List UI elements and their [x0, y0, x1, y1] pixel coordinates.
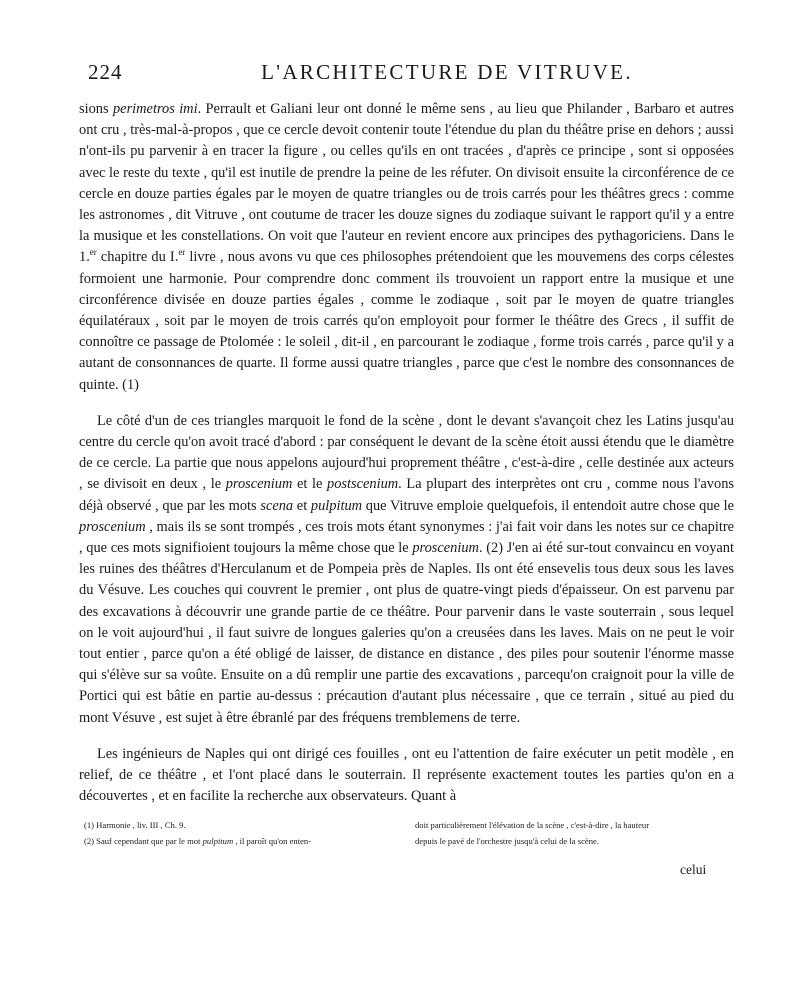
text-run: . (2) J'en ai été sur-tout convaincu en voyant les ruines des théâtres d'Herculanum et de Pompeia près de Naples. Ils ont été ensevelis tous deux sous les laves du Vésuve. Les couches qui couvrent le premier , ont plus de quatre-vingt pieds d'épaisseur. On est parvenu par des excavations à découvrir une grande partie de ce théâtre. Pour parvenir dans le vaste souterrain , sous lequel on le voit aujourd'hui , il faut suivre de longues galeries qu'on a creusées dans les laves. Mais on ne peut le voir tout entier , parce qu'on a été obligé de laisser, de distance en distance , des piles pour soutenir l'énorme masse qui s'élève sur sa voûte. Ensuite on a dû remplir une partie des excavations , parcequ'on craignoit pour la ville de Portici qui est bâtie en partie au-dessus : précaution d'autant plus nécessaire , que ce terrain , situé au pied du mont Vésuve , est sujet à être ébranlé par des fréquens tremblemens de terre. [79, 540, 734, 726]
page-header [88, 60, 732, 88]
footnotes-right-column [415, 818, 725, 849]
footnote-2-continued-end [415, 834, 725, 850]
text-run: (1) Harmonie , liv. III , Ch. 9. [84, 820, 186, 830]
text-run: depuis le pavé de l'orchestre jusqu'à celui de la scène. [415, 835, 599, 846]
text-run: , mais ils se sont trompés , ces trois mots étant synonymes : j'ai fait voir dans les notes sur ce chapitre , que ces mots signifioient toujours la même chose que le [79, 518, 734, 557]
text-run: Le côté d'un de ces triangles marquoit le fond de la scène , dont le devant s'avançoit chez les Latins jusqu'au centre du cercle qu'on avoit tracé d'abord : par conséquent le devant de la scène étoit aussi étendu que le diamètre de ce cercle. La partie que nous appelons aujourd'hui proprement théâtre , c'est-à-dire , celle destinée aux acteurs , se divisoit en deux , le [79, 412, 734, 493]
body-text [79, 99, 734, 808]
italic-text: pulpitum [202, 835, 234, 846]
running-title: L'ARCHITECTURE DE VITRUVE. [261, 60, 633, 84]
text-run: doit particulièrement l'élévation de la scène , c'est-à-dire , la hauteur [415, 820, 650, 830]
superscript-text: er [178, 247, 186, 258]
text-run: , il paroît qu'on enten- [233, 835, 312, 846]
italic-text: proscenium [225, 476, 293, 493]
paragraph-1 [79, 99, 734, 396]
italic-text: pulpitum [310, 497, 363, 514]
text-run: Les ingénieurs de Naples qui ont dirigé ces fouilles , ont eu l'attention de faire exécuter un petit modèle , en relief, de ce théâtre , et l'ont placé dans le souterrain. Il représente exactement toutes les parties qu'on en a découvertes , et en facilite la recherche aux observateurs. Quant à [79, 745, 734, 805]
catchword: celui [680, 862, 707, 877]
text-run: livre , nous avons vu que ces philosophes prétendoient que les mouvemens des corps célestes formoient une harmonie. Pour comprendre donc comment ils trouvoient un rapport entre la musique et une circonférence divisée en douze parties égales , comme le zodiaque , soit par le moyen de quatre triangles équilatéraux , soit par le moyen de trois carrés qu'on employoit pour former le théâtre des Grecs , il suffit de connoître ce passage de Ptolomée : le soleil , dit-il , en parcourant le zodiaque , forme trois carrés , parce qu'il y a autant de consonnances de quarte. Il forme aussi quatre triangles , parce que c'est le nombre des consonnances de quinte. (1) [79, 249, 734, 393]
footnote-2 [84, 834, 404, 850]
text-run: et le [292, 476, 328, 493]
text-run: que Vitruve emploie quelquefois, il entendoit autre chose que le [362, 497, 734, 514]
text-run: (2) Sauf cependant que par le mot [84, 835, 203, 846]
text-run: chapitre du I. [96, 249, 179, 266]
text-run: et [293, 497, 311, 514]
italic-text: perimetros imi [112, 101, 198, 117]
italic-text: proscenium [79, 518, 146, 535]
superscript-text: er [89, 247, 97, 258]
paragraph-3 [79, 744, 734, 808]
italic-text: scena [260, 497, 294, 514]
italic-text: postscenium [327, 476, 399, 493]
text-run: . La plupart des interprètes ont cru , comme nous l'avons déjà observé , que par les mots [79, 476, 734, 514]
footnote-2-continued [415, 818, 725, 834]
text-run: . Perrault et Galiani leur ont donné le même sens , au lieu que Philander , Barbaro et autres ont cru , très-mal-à-propos , que ce cercle devoit contenir toute l'étendue du plan du théâtre prise en dehors ; aussi n'ont-ils pu parvenir à en tracer la figure , ou celles qu'ils en ont tracées , d'après ce principe , sont si opposées avec le reste du texte , qu'il est inutile de prendre la peine de les réfuter. On divisoit ensuite la circonférence de ce cercle en douze parties égales par le moyen de quatre triangles ou de trois carrés pour les théâtres grecs : comme les astronomes , dit Vitruve , ont coutume de tracer les douze signes du zodiaque suivant le rapport qu'il y a entre la musique et les constellations. On voit que l'auteur en revient encore aux principes des pythagoriciens. Dans le 1. [79, 101, 735, 266]
page-number: 224 [88, 60, 123, 84]
paragraph-2 [79, 411, 734, 729]
text-run: sions [79, 101, 113, 117]
footnotes-left-column [84, 818, 404, 849]
italic-text: proscenium [412, 540, 479, 557]
footnote-1 [84, 818, 404, 834]
